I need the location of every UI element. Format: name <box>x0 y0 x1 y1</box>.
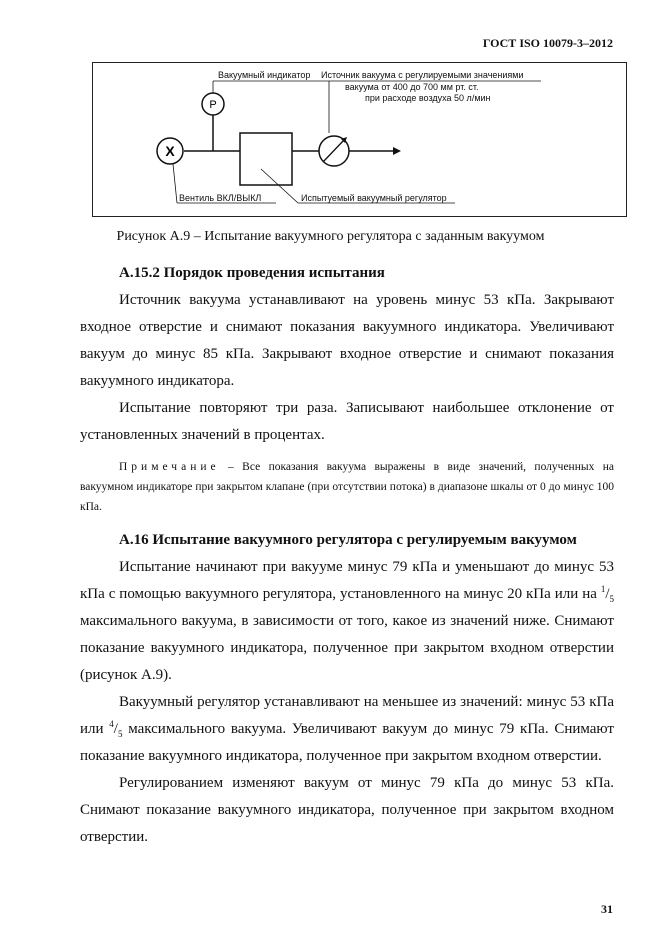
paragraph-text: максимального вакуума, в зависимости от того, какое из значений ниже. Снимают показание вакуумного индикатора, полученное при закрытом входном отверстии (рисунок А.9). <box>80 613 614 683</box>
paragraph-text: максимального вакуума. Увеличивают вакуум до минус 79 кПа. Снимают показание вакуумного индикатора, полученное при закрытом входном отверстии. <box>80 721 614 764</box>
regulator-label: Испытуемый вакуумный регулятор <box>301 193 447 203</box>
vacuum-source-flow: при расходе воздуха 50 л/мин <box>365 93 491 103</box>
paragraph: Испытание повторяют три раза. Записывают наибольшее отклонение от установленных значений в процентах. <box>80 400 614 443</box>
valve-symbol: X <box>165 143 175 159</box>
fraction-denominator: 5 <box>609 594 614 604</box>
diagram-svg <box>93 63 628 218</box>
gauge-symbol: P <box>209 99 217 111</box>
section-a16 <box>80 527 614 851</box>
leader-line <box>173 164 177 203</box>
section-a152 <box>80 260 614 517</box>
adjust-line <box>323 140 344 162</box>
regulator-box <box>240 133 292 185</box>
paragraph-text: Вакуумный регулятор устанавливают на меньшее из значений: минус 53 кПа или <box>80 694 614 737</box>
note-label: Примечание <box>119 461 220 473</box>
paragraph: Регулированием изменяют вакуум от минус 79 кПа до минус 53 кПа. Снимают показание вакуумного индикатора, полученное при закрытом входном отверстии. <box>80 775 614 845</box>
section-heading: А.15.2 Порядок проведения испытания <box>119 265 385 281</box>
note <box>80 457 614 517</box>
paragraph: Вакуумный регулятор устанавливают на меньшее из значений: минус 53 кПа или $^4/_5$ максимального вакуума. Увеличивают вакуум до минус 79 кПа. Снимают показание вакуумного индикатора, полученное при закрытом входном отверстии. <box>80 694 614 764</box>
paragraph: Источник вакуума устанавливают на уровень минус 53 кПа. Закрывают входное отверстие и снимают показания вакуумного индикатора. Увеличивают вакуум до минус 85 кПа. Закрывают входное отверстие и снимают показания вакуумного индикатора. <box>80 292 614 389</box>
document-header: ГОСТ ISO 10079-3–2012 <box>482 36 613 50</box>
page-number: 31 <box>601 902 613 916</box>
outlet-arrow-icon <box>393 147 401 155</box>
paragraph-text: Испытание начинают при вакууме минус 79 кПа и уменьшают до минус 53 кПа с помощью вакуумного регулятора, установленного на минус 20 кПа или на <box>80 559 614 602</box>
valve-label: Вентиль ВКЛ/ВЫКЛ <box>179 193 262 203</box>
vacuum-source-range: вакуума от 400 до 700 мм рт. ст. <box>345 82 479 92</box>
section-heading: А.16 Испытание вакуумного регулятора с регулируемым вакуумом <box>119 532 577 548</box>
vacuum-source-label: Источник вакуума с регулируемыми значениями <box>321 70 524 80</box>
vacuum-indicator-label: Вакуумный индикатор <box>218 70 311 80</box>
paragraph: Испытание начинают при вакууме минус 79 кПа и уменьшают до минус 53 кПа с помощью вакуумного регулятора, установленного на минус 20 кПа или на $^1/_5$ максимального вакуума, в зависимости от того, какое из значений ниже. Снимают показание вакуумного индикатора, полученное при закрытом входном отверстии (рисунок А.9). <box>80 559 614 683</box>
figure-caption: Рисунок А.9 – Испытание вакуумного регулятора с заданным вакуумом <box>116 229 545 244</box>
note-text: – Все показания вакуума выражены в виде значений, полученных на вакуумном индикаторе при закрытом клапане (при отсутствии потока) в диапазоне шкалы от 0 до минус 100 кПа. <box>80 461 614 513</box>
fraction-numerator: 4 <box>109 719 114 729</box>
fraction-numerator: 1 <box>600 584 606 594</box>
fraction-denominator: 5 <box>117 729 123 739</box>
figure-a9-diagram <box>92 62 627 217</box>
